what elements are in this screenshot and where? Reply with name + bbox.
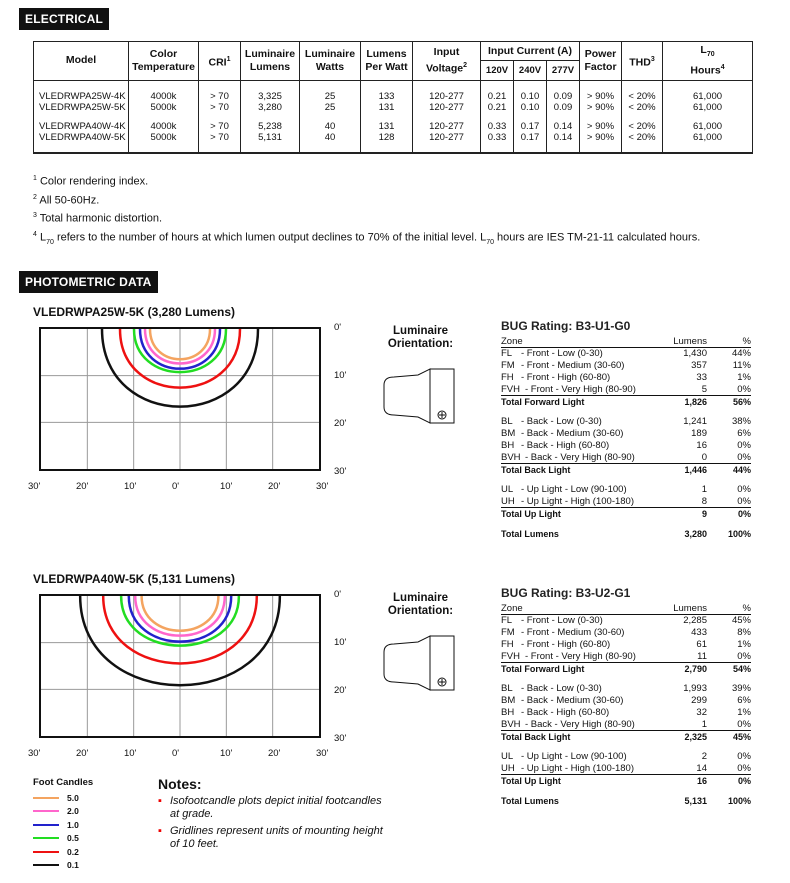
x-axis-label: 20': [76, 481, 89, 492]
bug-header-row: Zone Lumens %: [501, 336, 751, 347]
legend-value: 1.0: [67, 819, 79, 830]
col-lumens: Luminaire Lumens: [241, 42, 300, 81]
table-cell: 0.14: [547, 113, 580, 132]
col-thd: THD$^3$: [622, 42, 663, 81]
col-power-factor: Power Factor: [580, 42, 622, 81]
col-input-current: Input Current (A): [481, 42, 580, 61]
legend-title: Foot Candles: [33, 777, 94, 788]
isofootcandle-svg: [41, 596, 319, 736]
table-cell: 25: [300, 80, 361, 102]
y-axis-label: 0': [334, 322, 342, 333]
col-watts: Luminaire Watts: [300, 42, 361, 81]
notes-block: [158, 776, 388, 855]
legend-value: 0.5: [67, 833, 79, 844]
y-axis-label: 0': [334, 589, 342, 600]
table-cell: 131: [361, 113, 413, 132]
table-cell: > 70: [199, 113, 241, 132]
table-cell: 0.10: [514, 102, 547, 113]
notes-title: Notes:: [158, 776, 202, 792]
note-item: ▪ Gridlines represent units of mounting height of 10 feet.: [158, 825, 383, 850]
table-cell: 5,131: [241, 132, 300, 153]
table-cell: 133: [361, 80, 413, 102]
isofootcandle-plot: [39, 594, 321, 738]
bug-total-row: Total Back Light 2,325 45%: [501, 732, 751, 742]
x-axis-label: 30': [316, 481, 329, 492]
table-cell: VLEDRWPA25W-5K: [34, 102, 129, 113]
legend-item: [33, 832, 93, 846]
footnote-2: $^2$ All 50-60Hz.: [33, 193, 100, 207]
col-color-temp: Color Temperature: [129, 42, 199, 81]
bug-zone-row: BH - Back - High (60-80) 32 1%: [501, 707, 751, 718]
bug-zone-row: FM - Front - Medium (30-60) 357 11%: [501, 360, 751, 371]
bug-total-row: Total Forward Light 1,826 56%: [501, 397, 751, 407]
bug-rating-table: [501, 319, 751, 540]
col-240v: 240V: [514, 61, 547, 80]
table-cell: 5000k: [129, 102, 199, 113]
bug-zone-row: FL - Front - Low (0-30) 2,285 45%: [501, 615, 751, 626]
table-cell: 0.10: [514, 80, 547, 102]
bug-zone-row: BL - Back - Low (0-30) 1,993 39%: [501, 683, 751, 694]
legend-value: 2.0: [67, 806, 79, 817]
bug-zone-row: BL - Back - Low (0-30) 1,241 38%: [501, 416, 751, 427]
col-input-voltage: Input Voltage$^2$: [413, 42, 481, 81]
bug-total-row: Total Lumens 3,280 100%: [501, 529, 751, 539]
footnote-4: $^4$ $L_{70}$ refers to the number of hours at which lumen output declines to 70% of the initial level. $L_{70}$ hours are IES TM-21-11 calculated hours.: [33, 230, 701, 246]
bug-rating-title: BUG Rating: B3-U2-G1: [501, 586, 631, 600]
luminaire-orientation-icon: [380, 634, 460, 694]
photometric-section-title: PHOTOMETRIC DATA: [19, 271, 158, 293]
table-cell: 0.21: [481, 80, 514, 102]
table-cell: VLEDRWPA25W-4K: [34, 80, 129, 102]
x-axis-label: 0': [172, 748, 180, 759]
legend-swatch: [33, 851, 59, 853]
table-cell: 120-277: [413, 132, 481, 153]
table-cell: > 90%: [580, 102, 622, 113]
bug-zone-row: BM - Back - Medium (30-60) 189 6%: [501, 428, 751, 439]
y-axis-label: 10': [334, 637, 347, 648]
table-row: [34, 102, 753, 113]
electrical-footnotes: [33, 171, 700, 251]
y-axis-label: 20': [334, 685, 347, 696]
table-cell: 0.09: [547, 80, 580, 102]
orientation-label: Luminaire Orientation:: [387, 325, 454, 350]
bug-zone-row: BVH - Back - Very High (80-90) 0 0%: [501, 452, 751, 463]
y-axis-label: 10': [334, 370, 347, 381]
bug-zone-row: FVH - Front - Very High (80-90) 11 0%: [501, 651, 751, 662]
legend-swatch: [33, 824, 59, 826]
bug-total-row: Total Forward Light 2,790 54%: [501, 664, 751, 674]
table-cell: < 20%: [622, 102, 663, 113]
x-axis-label: 30': [28, 481, 41, 492]
table-cell: 5000k: [129, 132, 199, 153]
bug-total-row: Total Lumens 5,131 100%: [501, 796, 751, 806]
orientation-label: Luminaire Orientation:: [387, 592, 454, 617]
bug-header-row: Zone Lumens %: [501, 603, 751, 614]
x-axis-label: 30': [28, 748, 41, 759]
table-cell: > 70: [199, 80, 241, 102]
col-l70: $L_{70}$ Hours$^4$: [663, 42, 753, 81]
table-cell: 0.33: [481, 113, 514, 132]
legend-value: 0.2: [67, 846, 79, 857]
table-cell: < 20%: [622, 113, 663, 132]
table-row: [34, 113, 753, 132]
bug-zone-row: FVH - Front - Very High (80-90) 5 0%: [501, 384, 751, 395]
bug-zone-row: FH - Front - High (60-80) 61 1%: [501, 639, 751, 650]
legend-item: [33, 805, 93, 819]
table-cell: 131: [361, 102, 413, 113]
footnote-3: $^3$ Total harmonic distortion.: [33, 212, 163, 225]
x-axis-label: 10': [124, 748, 137, 759]
table-cell: > 90%: [580, 113, 622, 132]
col-120v: 120V: [481, 61, 514, 80]
isofootcandle-svg: [41, 329, 319, 469]
col-lpw: Lumens Per Watt: [361, 42, 413, 81]
table-cell: > 90%: [580, 80, 622, 102]
x-axis-label: 10': [124, 481, 137, 492]
x-axis-label: 20': [268, 481, 281, 492]
luminaire-orientation-icon: [380, 367, 460, 427]
x-axis-label: 30': [316, 748, 329, 759]
plot-title: VLEDRWPA40W-5K (5,131 Lumens): [33, 572, 236, 586]
table-cell: > 70: [199, 132, 241, 153]
bug-zone-row: FL - Front - Low (0-30) 1,430 44%: [501, 348, 751, 359]
legend-item: [33, 818, 93, 832]
bug-rating-table: [501, 586, 751, 807]
table-cell: 5,238: [241, 113, 300, 132]
table-cell: 25: [300, 102, 361, 113]
bug-zone-row: FH - Front - High (60-80) 33 1%: [501, 372, 751, 383]
electrical-section-title: ELECTRICAL: [19, 8, 109, 30]
footnote-1: $^1$ Color rendering index.: [33, 175, 149, 188]
table-cell: 120-277: [413, 113, 481, 132]
bug-zone-row: BH - Back - High (60-80) 16 0%: [501, 440, 751, 451]
x-axis-label: 0': [172, 481, 180, 492]
x-axis-label: 20': [76, 748, 89, 759]
legend-value: 0.1: [67, 860, 79, 871]
x-axis-label: 10': [220, 481, 233, 492]
bug-zone-row: UL - Up Light - Low (90-100) 1 0%: [501, 484, 751, 495]
y-axis-label: 30': [334, 466, 347, 477]
table-cell: > 90%: [580, 132, 622, 153]
note-item: ▪ Isofootcandle plots depict initial footcandles at grade.: [158, 795, 382, 820]
legend-item: [33, 791, 93, 805]
table-cell: < 20%: [622, 132, 663, 153]
table-cell: 0.14: [547, 132, 580, 153]
table-cell: 128: [361, 132, 413, 153]
table-cell: 0.33: [481, 132, 514, 153]
isofootcandle-plot: [39, 327, 321, 471]
col-cri: CRI$^1$: [199, 42, 241, 81]
bug-zone-row: UH - Up Light - High (100-180) 8 0%: [501, 496, 751, 507]
table-row: [34, 132, 753, 153]
y-axis-label: 30': [334, 733, 347, 744]
table-cell: VLEDRWPA40W-4K: [34, 113, 129, 132]
table-cell: < 20%: [622, 80, 663, 102]
legend-item: [33, 859, 93, 873]
table-cell: 4000k: [129, 113, 199, 132]
table-cell: 0.09: [547, 102, 580, 113]
col-model: Model: [34, 42, 129, 81]
legend-swatch: [33, 810, 59, 812]
table-cell: 61,000: [663, 102, 753, 113]
legend-swatch: [33, 864, 59, 866]
table-cell: 0.17: [514, 132, 547, 153]
bug-zone-row: FM - Front - Medium (30-60) 433 8%: [501, 627, 751, 638]
col-277v: 277V: [547, 61, 580, 80]
electrical-table: [33, 41, 753, 154]
plot-title: VLEDRWPA25W-5K (3,280 Lumens): [33, 305, 236, 319]
legend-swatch: [33, 797, 59, 799]
bug-total-row: Total Back Light 1,446 44%: [501, 465, 751, 475]
legend-value: 5.0: [67, 792, 79, 803]
bug-zone-row: UL - Up Light - Low (90-100) 2 0%: [501, 751, 751, 762]
table-cell: 4000k: [129, 80, 199, 102]
y-axis-label: 20': [334, 418, 347, 429]
foot-candle-legend: [33, 777, 93, 872]
x-axis-label: 20': [268, 748, 281, 759]
bug-zone-row: BVH - Back - Very High (80-90) 1 0%: [501, 719, 751, 730]
legend-item: [33, 845, 93, 859]
table-row: [34, 80, 753, 102]
legend-swatch: [33, 837, 59, 839]
x-axis-label: 10': [220, 748, 233, 759]
table-cell: 61,000: [663, 132, 753, 153]
table-cell: 40: [300, 132, 361, 153]
table-cell: 3,325: [241, 80, 300, 102]
table-cell: 61,000: [663, 80, 753, 102]
bug-rating-title: BUG Rating: B3-U1-G0: [501, 319, 631, 333]
bug-zone-row: BM - Back - Medium (30-60) 299 6%: [501, 695, 751, 706]
bug-zone-row: UH - Up Light - High (100-180) 14 0%: [501, 763, 751, 774]
table-cell: 0.21: [481, 102, 514, 113]
table-cell: 3,280: [241, 102, 300, 113]
table-cell: 0.17: [514, 113, 547, 132]
bug-total-row: Total Up Light 9 0%: [501, 509, 751, 519]
table-cell: 120-277: [413, 80, 481, 102]
table-cell: 120-277: [413, 102, 481, 113]
table-cell: 61,000: [663, 113, 753, 132]
table-cell: 40: [300, 113, 361, 132]
table-cell: > 70: [199, 102, 241, 113]
table-cell: VLEDRWPA40W-5K: [34, 132, 129, 153]
bug-total-row: Total Up Light 16 0%: [501, 776, 751, 786]
